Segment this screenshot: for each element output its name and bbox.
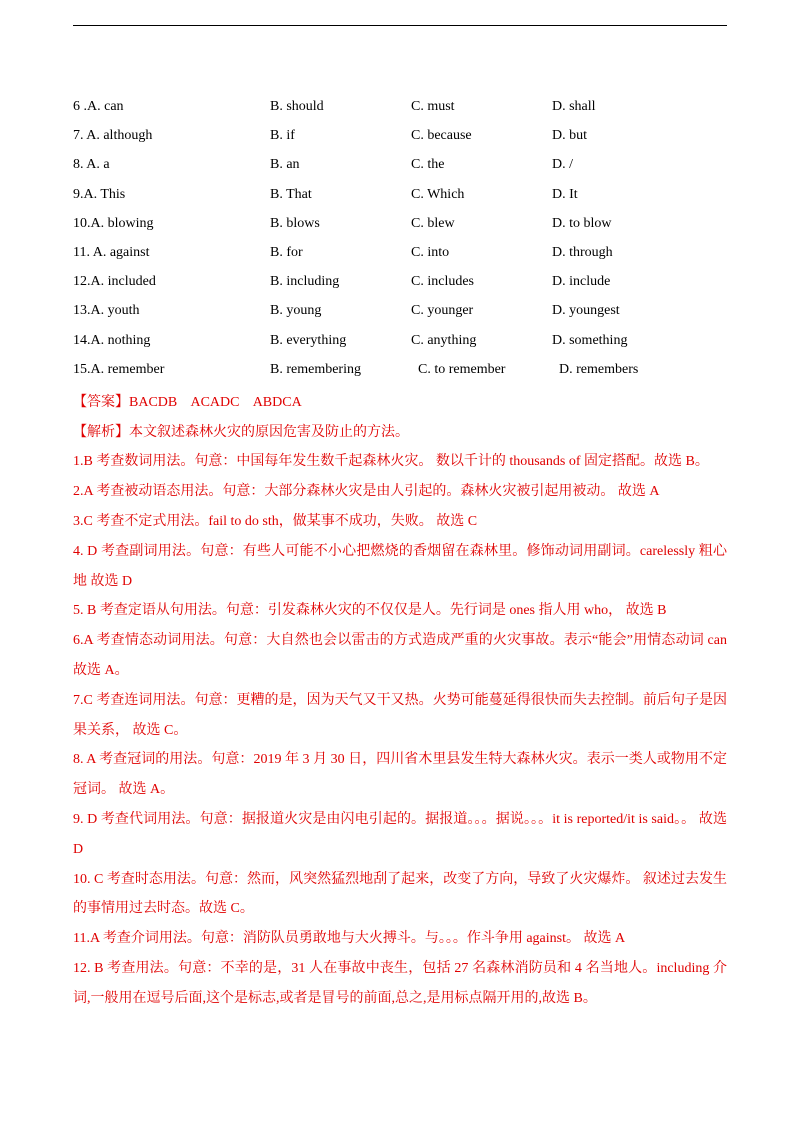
question-row <box>73 330 727 359</box>
explanation-item: 6.A 考查情态动词用法。句意：大自然也会以雷击的方式造成严重的火灾事故。表示“能会”用情态动词 can 故选 A。 <box>73 633 727 679</box>
option-b: B. an <box>270 157 300 173</box>
option-d: D. something <box>552 332 628 348</box>
explanation-item: 2.A 考查被动语态用法。句意：大部分森林火灾是由人引起的。森林火灾被引起用被动。 故选 A <box>73 484 660 500</box>
option-a: 8. A. a <box>73 157 110 173</box>
option-b: B. That <box>270 186 312 202</box>
option-b: B. everything <box>270 332 347 348</box>
option-a: 14.A. nothing <box>73 332 151 348</box>
answer-key: 【答案】BACDB ACADC ABDCA <box>73 394 302 410</box>
option-c: C. includes <box>411 274 474 290</box>
explanation-item: 7.C 考查连词用法。句意：更糟的是，因为天气又干又热。火势可能蔓延得很快而失去控制。前后句子是因果关系， 故选 C。 <box>73 692 727 738</box>
explanations-list <box>73 447 727 1013</box>
option-a: 6 .A. can <box>73 99 124 114</box>
explanation-item: 9. D 考查代词用法。句意：据报道火灾是由闪电引起的。据报道。。。据说。。。it is reported/it is said。。 故选 D <box>73 812 727 857</box>
option-c: C. Which <box>411 186 465 202</box>
option-d: D. but <box>552 128 587 144</box>
question-row <box>73 154 727 183</box>
question-row <box>73 242 727 271</box>
option-b: B. should <box>270 99 324 114</box>
explanation-item: 10. C 考查时态用法。句意：然而，风突然猛烈地刮了起来，改变了方向，导致了火灾爆炸。 叙述过去发生的事情用过去时态。故选 C。 <box>73 871 727 917</box>
question-row <box>73 300 727 329</box>
option-a: 10.A. blowing <box>73 215 154 231</box>
question-options-list <box>73 96 727 388</box>
option-a: 7. A. although <box>73 128 153 144</box>
explanation-item: 3.C 考查不定式用法。fail to do sth，做某事不成功，失败。 故选 C <box>73 514 478 530</box>
explanation-item: 1.B 考查数词用法。句意：中国每年发生数千起森林火灾。 数以千计的 thousands of 固定搭配。故选 B。 <box>73 454 709 470</box>
option-c: C. into <box>411 244 450 260</box>
option-c: C. must <box>411 99 455 114</box>
option-c: C. to remember <box>418 361 506 377</box>
option-d: D. to blow <box>552 215 612 231</box>
option-d: D. through <box>552 244 613 260</box>
question-row <box>73 359 727 388</box>
option-d: D. / <box>552 157 573 173</box>
question-row <box>73 213 727 242</box>
option-a: 11. A. against <box>73 244 150 260</box>
option-d: D. shall <box>552 99 596 114</box>
document-page <box>73 96 727 1014</box>
option-c: C. because <box>411 128 472 144</box>
option-a: 12.A. included <box>73 274 156 290</box>
option-a: 15.A. remember <box>73 361 165 377</box>
option-b: B. if <box>270 128 295 144</box>
option-d: D. youngest <box>552 303 620 319</box>
option-d: D. include <box>552 274 611 290</box>
explanation-item: 4. D 考查副词用法。句意：有些人可能不小心把燃烧的香烟留在森林里。修饰动词用副词。carelessly 粗心地 故选 D <box>73 543 727 589</box>
option-a: 9.A. This <box>73 186 126 202</box>
header-rule <box>73 25 727 26</box>
option-b: B. for <box>270 244 303 260</box>
option-c: C. younger <box>411 303 474 319</box>
option-b: B. remembering <box>270 361 361 377</box>
option-b: B. blows <box>270 215 320 231</box>
analysis-intro: 【解析】本文叙述森林火灾的原因危害及防止的方法。 <box>73 424 409 440</box>
explanation-item: 11.A 考查介词用法。句意：消防队员勇敢地与大火搏斗。与。。。作斗争用 against。 故选 A <box>73 931 626 947</box>
explanation-item: 12. B 考查用法。句意：不幸的是，31 人在事故中丧生，包括 27 名森林消防员和 4 名当地人。including 介词,一般用在逗号后面,这个是标志,或者是冒号的前面,总之,是用标点隔开用的,故选 B。 <box>73 961 727 1006</box>
option-a: 13.A. youth <box>73 303 140 319</box>
option-c: C. the <box>411 157 445 173</box>
explanation-item: 5. B 考查定语从句用法。句意：引发森林火灾的不仅仅是人。先行词是 ones 指人用 who， 故选 B <box>73 603 667 619</box>
option-d: D. remembers <box>559 361 639 377</box>
option-b: B. young <box>270 303 322 319</box>
option-d: D. It <box>552 186 578 202</box>
option-b: B. including <box>270 274 340 290</box>
option-c: C. blew <box>411 215 455 231</box>
question-row <box>73 125 727 154</box>
option-c: C. anything <box>411 332 477 348</box>
explanation-item: 8. A 考查冠词的用法。句意：2019 年 3 月 30 日，四川省木里县发生特大森林火灾。表示一类人或物用不定冠词。 故选 A。 <box>73 752 727 798</box>
question-row <box>73 184 727 213</box>
question-row <box>73 96 727 125</box>
question-row <box>73 271 727 300</box>
